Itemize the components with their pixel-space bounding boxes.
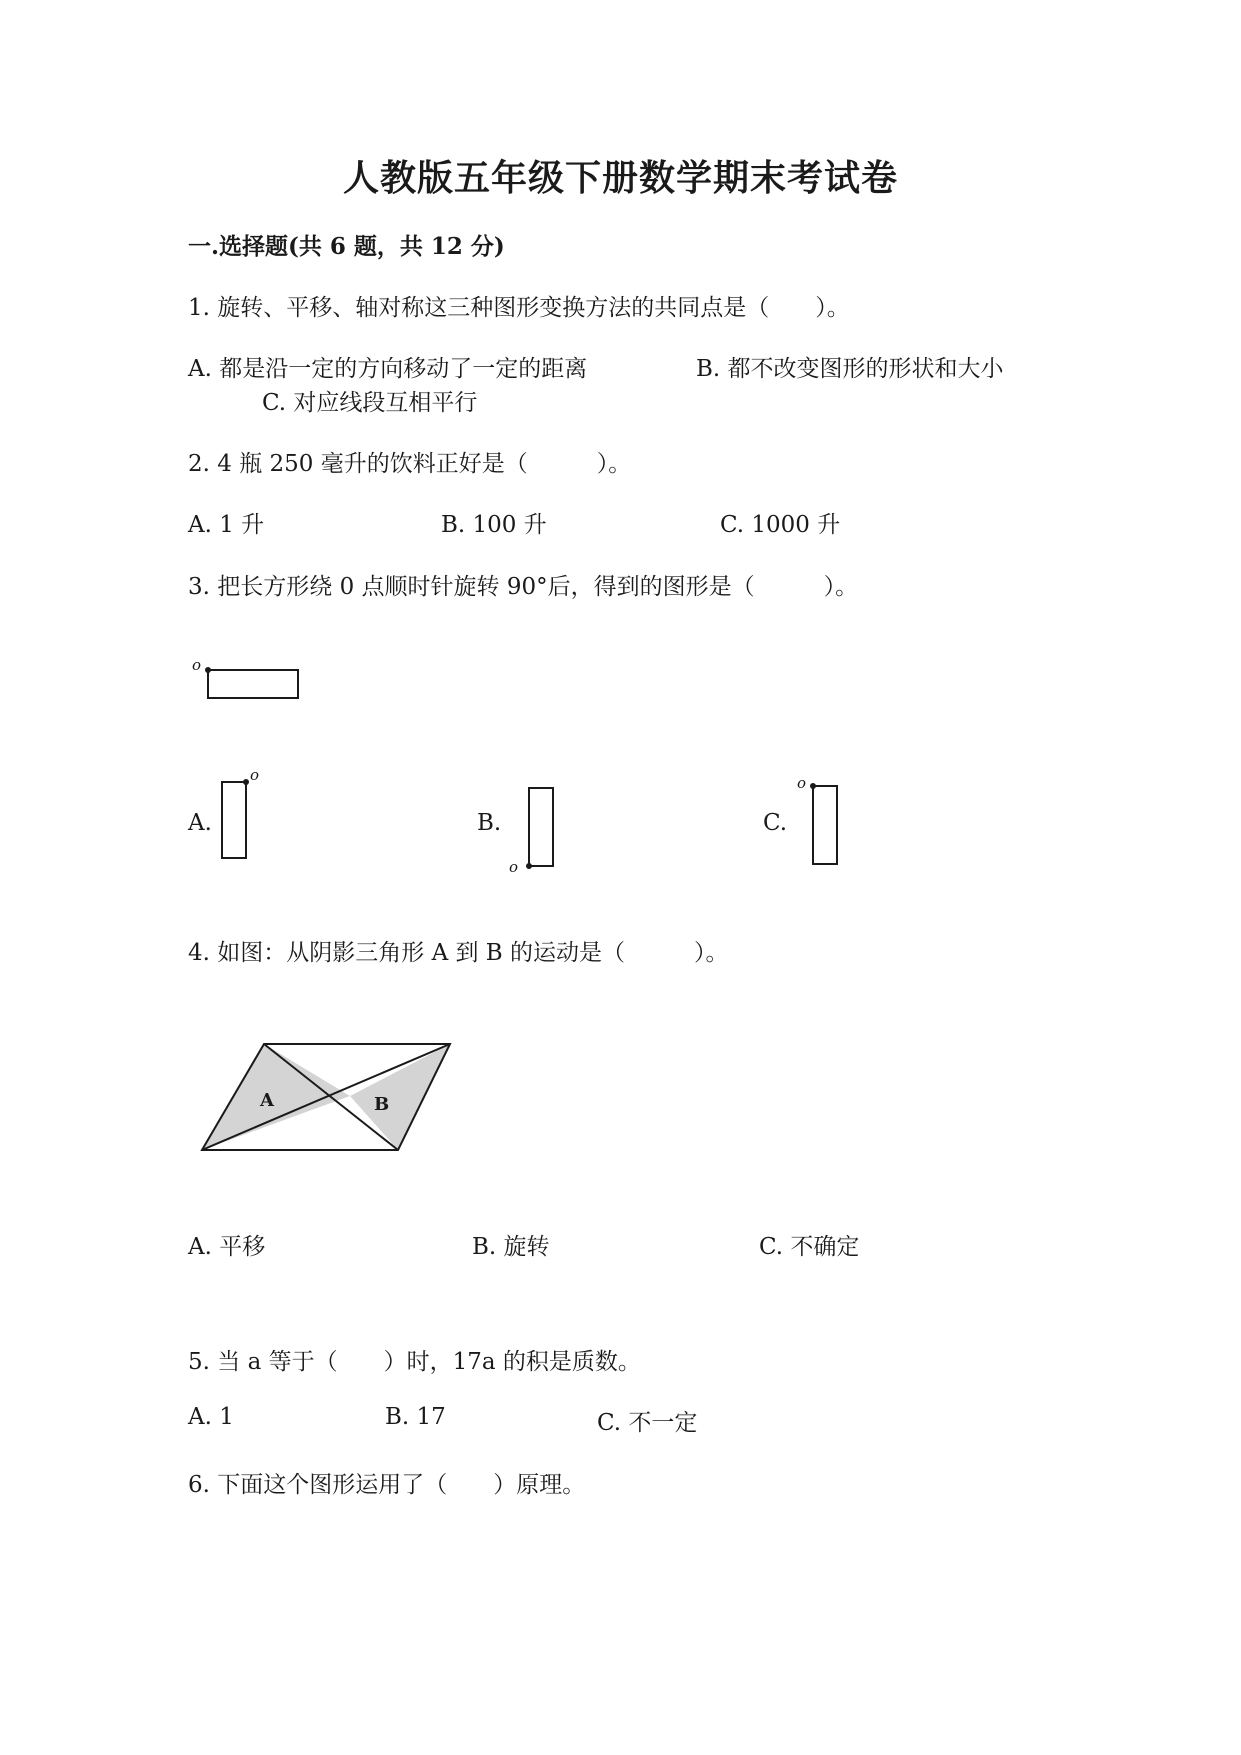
svg-text:o: o	[797, 774, 807, 792]
question-5-option-c: C. 不一定	[597, 1410, 698, 1436]
question-3-option-b: B.	[477, 810, 502, 836]
question-1-option-a: A. 都是沿一定的方向移动了一定的距离	[188, 356, 588, 382]
question-5-option-b: B. 17	[385, 1404, 446, 1430]
question-3-option-c: C.	[763, 810, 788, 836]
figure-point-o-label: o	[192, 656, 202, 674]
question-2-option-a: A. 1 升	[188, 512, 265, 538]
question-4-option-a: A. 平移	[188, 1234, 266, 1260]
question-2-option-b: B. 100 升	[441, 512, 547, 538]
question-3-rectangle-figure	[190, 650, 310, 710]
section-heading: 一.选择题(共 6 题，共 12 分)	[188, 233, 505, 260]
question-4-stem: 4. 如图：从阴影三角形 A 到 B 的运动是（ ）。	[188, 940, 729, 966]
triangle-b-label: B	[374, 1094, 390, 1115]
question-4-option-c: C. 不确定	[759, 1234, 860, 1260]
question-3-stem: 3. 把长方形绕 0 点顺时针旋转 90°后，得到的图形是（ ）。	[188, 574, 859, 600]
question-3-option-c-figure	[795, 776, 845, 876]
page-title: 人教版五年级下册数学期末考试卷	[342, 157, 898, 199]
question-4-parallelogram-figure	[198, 1040, 468, 1160]
question-5-option-a: A. 1	[188, 1404, 234, 1430]
question-3-option-a: A.	[188, 810, 212, 836]
question-2-stem: 2. 4 瓶 250 毫升的饮料正好是（ ）。	[188, 451, 632, 477]
question-3-option-b-figure	[505, 780, 555, 880]
question-1-option-b: B. 都不改变图形的形状和大小	[696, 356, 1004, 382]
question-6-stem: 6. 下面这个图形运用了（ ）原理。	[188, 1472, 586, 1498]
question-1-option-c: C. 对应线段互相平行	[262, 390, 478, 416]
svg-text:o: o	[509, 858, 519, 876]
question-4-option-b: B. 旋转	[472, 1234, 550, 1260]
question-1-stem: 1. 旋转、平移、轴对称这三种图形变换方法的共同点是（ ）。	[188, 295, 850, 321]
question-3-option-a-figure	[218, 768, 268, 868]
question-5-stem: 5. 当 a 等于（ ）时，17a 的积是质数。	[188, 1349, 641, 1375]
svg-text:o: o	[250, 766, 260, 784]
triangle-a-label: A	[260, 1090, 274, 1111]
question-2-option-c: C. 1000 升	[720, 512, 841, 538]
